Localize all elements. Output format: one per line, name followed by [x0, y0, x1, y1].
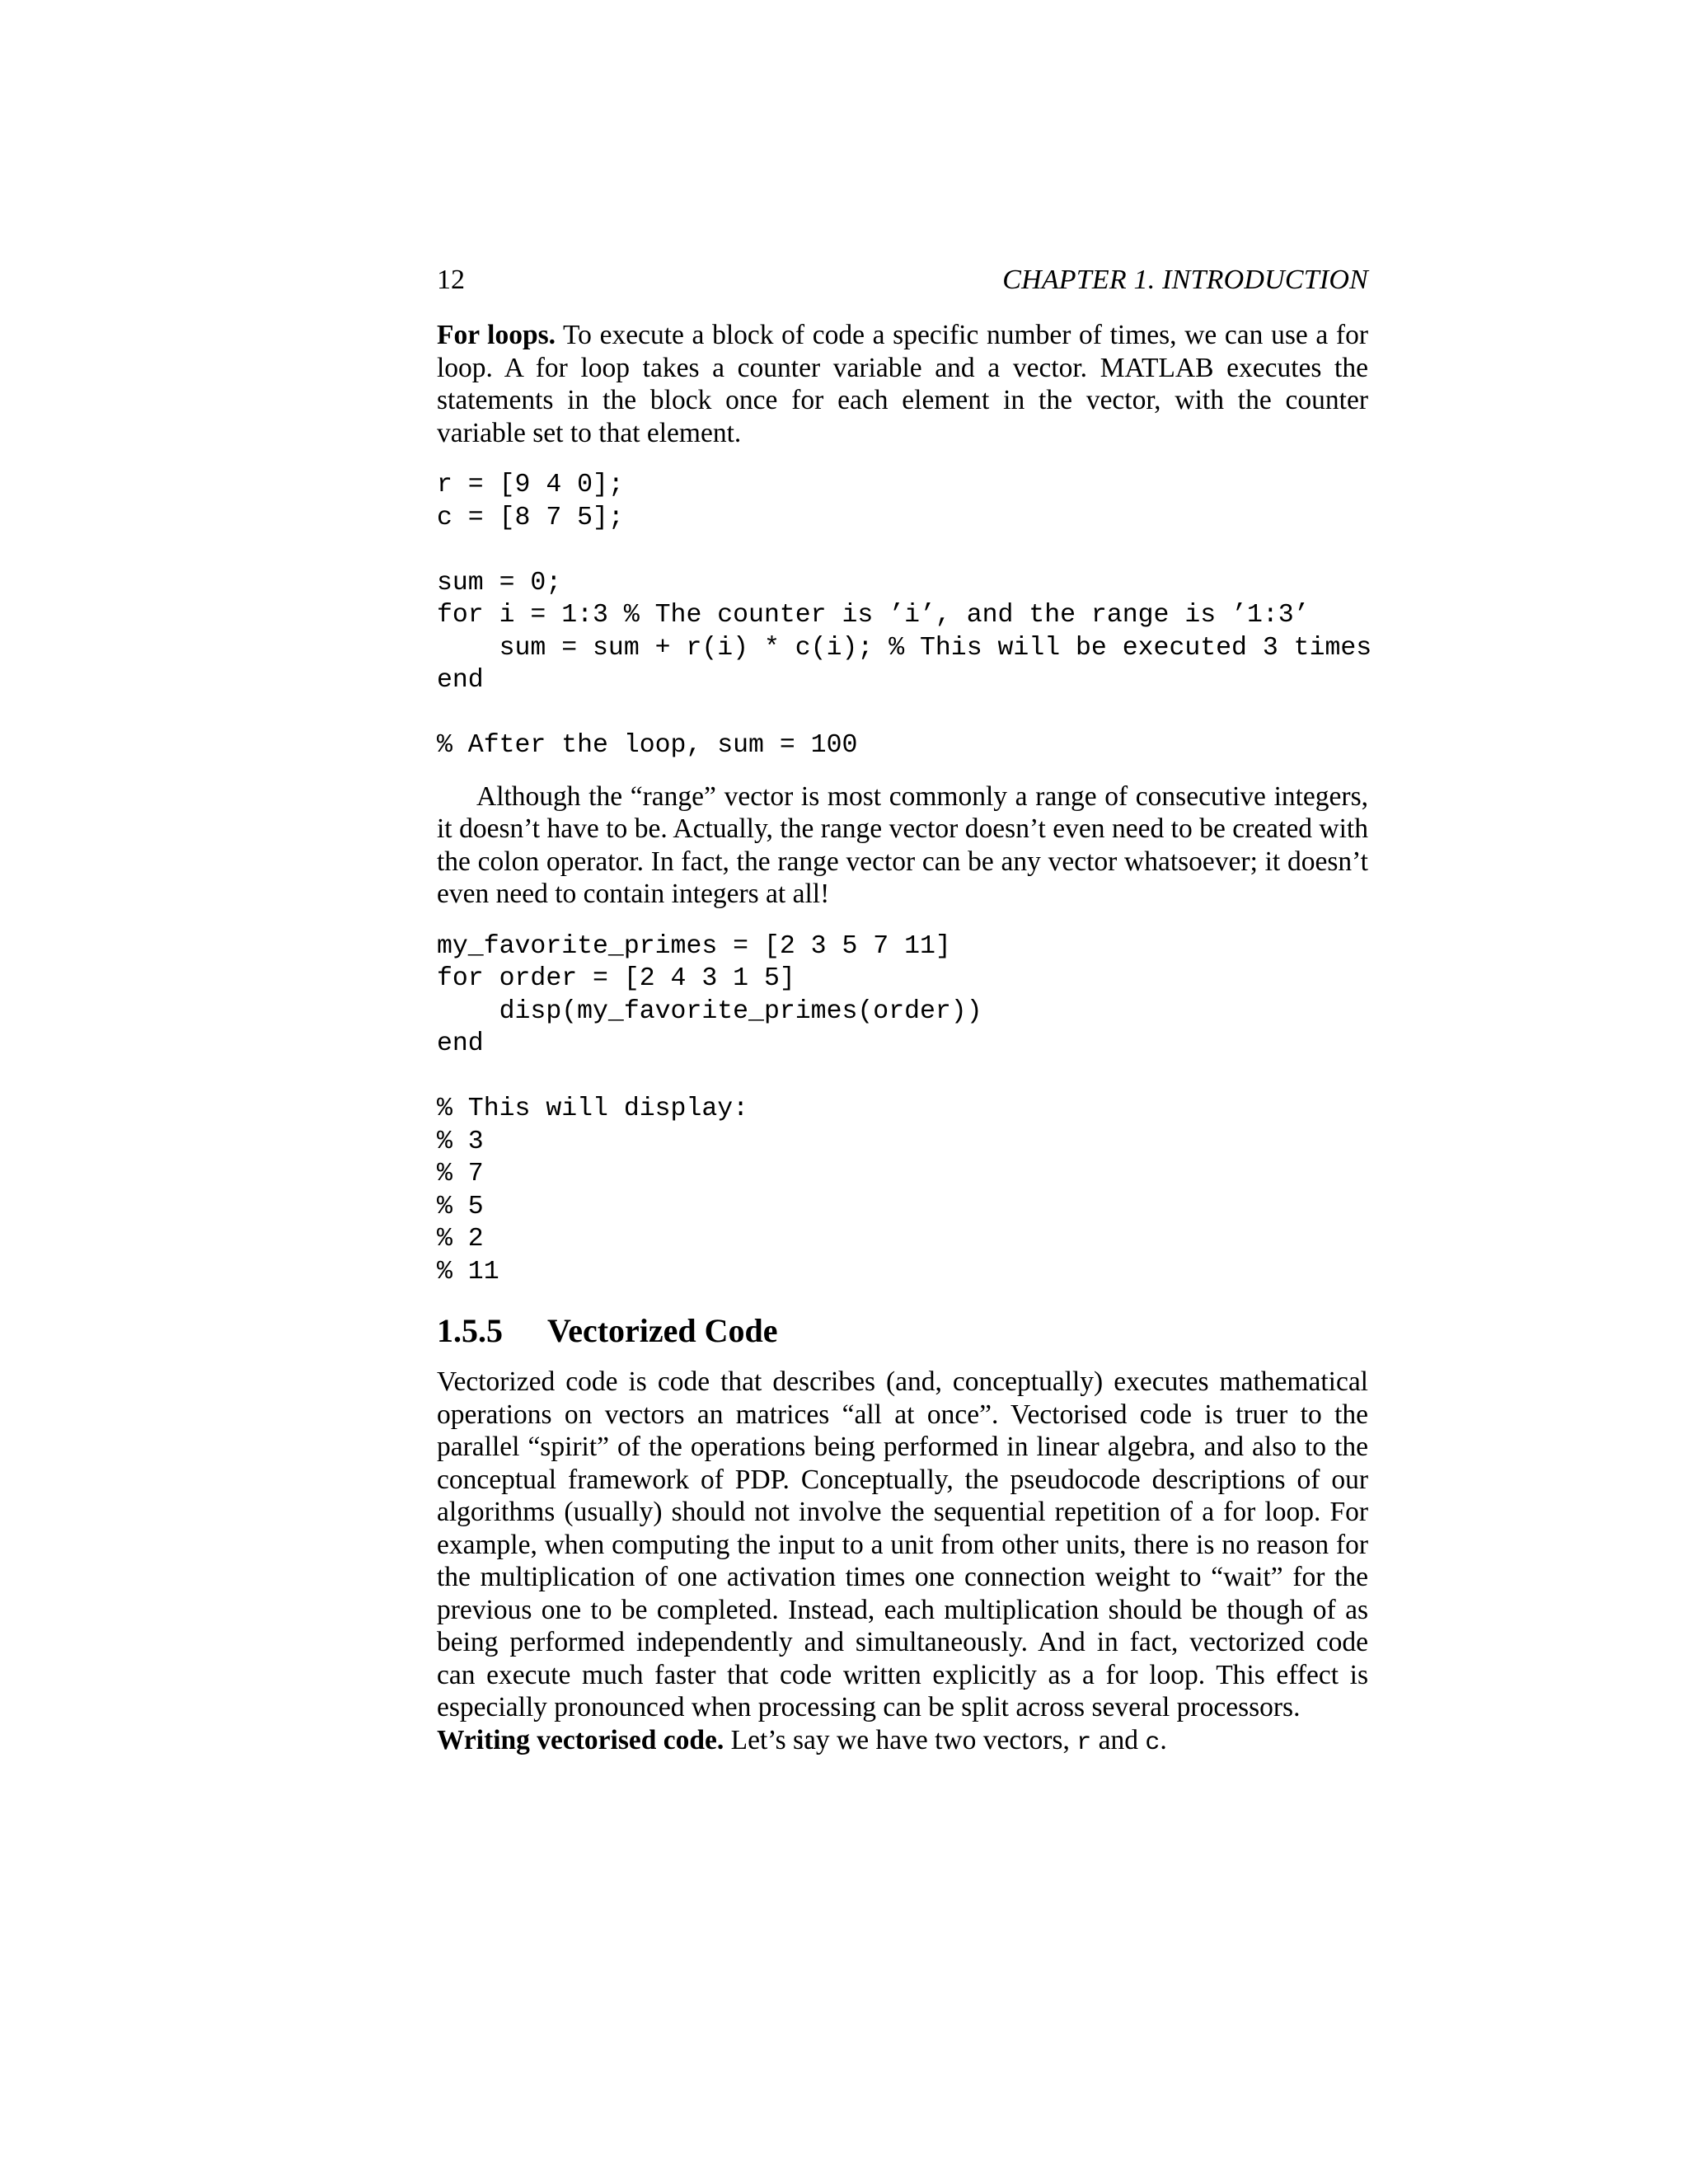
running-header [437, 260, 1368, 301]
code-block-primes-line: % 5 [437, 1192, 484, 1221]
inline-code-r: r [1076, 1728, 1092, 1757]
section-title: Vectorized Code [547, 1312, 778, 1349]
code-block-primes-line: for order = [2 4 3 1 5] [437, 964, 795, 993]
code-block-primes-line: % 3 [437, 1127, 484, 1156]
writing-vectorised-period: . [1160, 1724, 1167, 1755]
page-number: 12 [437, 265, 465, 295]
range-vector-paragraph: Although the “range” vector is most commonly a range of consecutive integers, it doesn’t have to be. Actually, the range vector doesn’t even need to be created with the colon operator. In fact, the range vector can be any vector whatsoever; it doesn’t even need to contain integers at all! [437, 780, 1368, 909]
for-loops-paragraph [437, 319, 1368, 449]
code-block-for-loop-line: % After the loop, sum = 100 [437, 731, 858, 760]
inline-code-c: c [1145, 1728, 1160, 1757]
code-block-for-loop-line: sum = 0; [437, 568, 562, 598]
code-block-for-loop-line: end [437, 666, 484, 695]
writing-vectorised-text: Let’s say we have two vectors, [724, 1724, 1077, 1755]
code-block-primes-line: disp(my_favorite_primes(order)) [437, 996, 982, 1026]
code-block-primes-blank-line [437, 1061, 1368, 1094]
code-block-primes-line: % 2 [437, 1225, 484, 1254]
code-block-primes-line: % 11 [437, 1257, 499, 1286]
for-loops-run-in-heading: For loops. [437, 320, 556, 350]
code-block-for-loop-line: r = [9 4 0]; [437, 471, 624, 499]
section-number: 1.5.5 [437, 1312, 503, 1349]
writing-vectorised-and: and [1091, 1724, 1146, 1755]
for-loops-text: To execute a block of code a specific number of times, we can use a for loop. A for loop takes a counter variable and a vector. MATLAB executes the statements in the block once for each element in the vector, with the counter variable set to that element. [437, 320, 1368, 448]
chapter-title: CHAPTER 1. INTRODUCTION [1002, 265, 1368, 295]
code-block-primes-line: end [437, 1029, 484, 1058]
section-heading [437, 1311, 1368, 1351]
writing-vectorised-paragraph [437, 1724, 1368, 1760]
writing-vectorised-run-in-heading: Writing vectorised code. [437, 1724, 724, 1755]
vectorized-code-paragraph: Vectorized code is code that describes (and, conceptually) executes mathematical operations on vectors an matrices “all at once”. Vectorised code is truer to the parallel “spirit” of the operations being performed in linear algebra, and also to the conceptual framework of PDP. Conceptually, the pseudocode descriptions of our algorithms (usually) should not involve the sequential repetition of a for loop. For example, when computing the input to a unit from other units, there is no reason for the multiplication of one activation times one connection weight to “wait” for the previous one to be completed. Instead, each multiplication should be though of as being performed independently and simultaneously. And in fact, vectorized code can execute much faster that code written explicitly as a for loop. This effect is especially pronounced when processing can be split across several processors. [437, 1366, 1368, 1722]
code-block-for-loop-line: c = [8 7 5]; [437, 503, 624, 532]
code-block-for-loop-line: sum = sum + r(i) * c(i); % This will be executed 3 times [437, 633, 1372, 663]
document-page [437, 260, 1372, 1760]
code-block-primes-line: % This will display: [437, 1094, 749, 1123]
code-block-primes-line: % 7 [437, 1160, 484, 1188]
code-block-for-loop-blank-line [437, 697, 1368, 730]
code-block-for-loop-line: for i = 1:3 % The counter is ’i’, and the range is ’1:3’ [437, 601, 1310, 630]
code-block-for-loop [437, 469, 1372, 762]
code-block-for-loop-blank-line [437, 534, 1368, 567]
code-block-primes-line: my_favorite_primes = [2 3 5 7 11] [437, 931, 951, 961]
code-block-primes [437, 930, 1368, 1289]
